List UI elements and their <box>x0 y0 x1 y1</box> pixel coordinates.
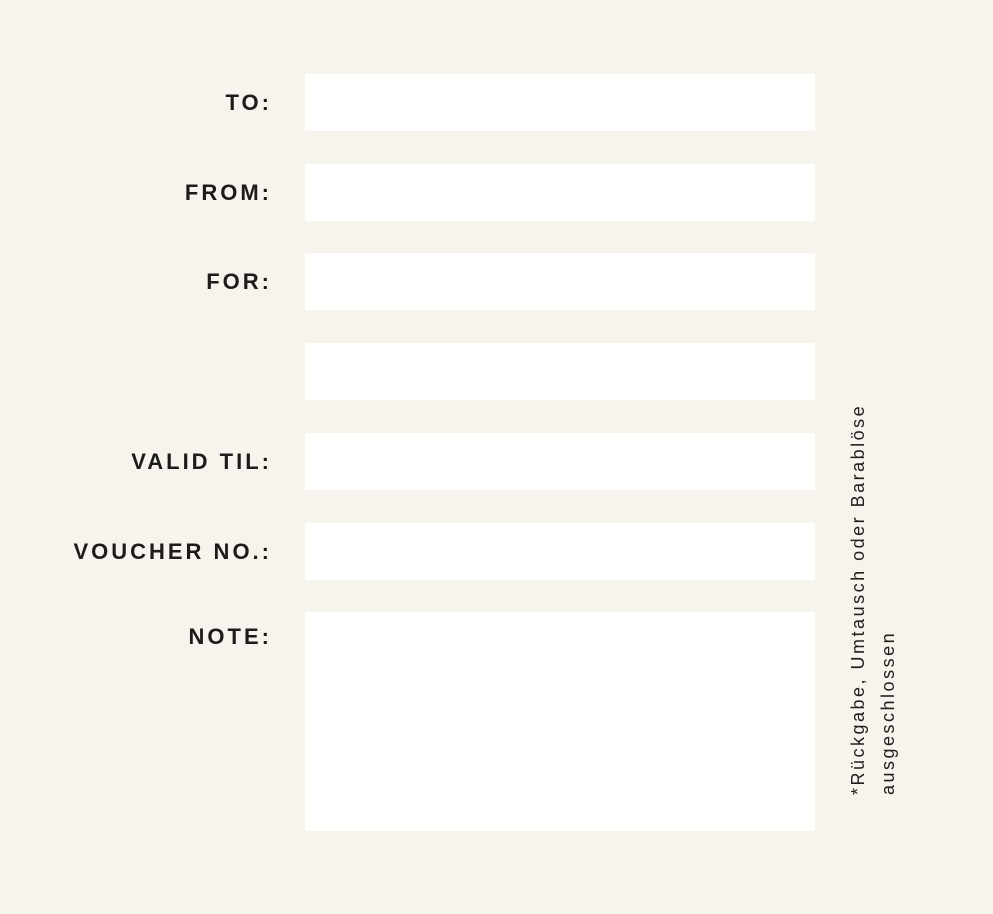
voucher-no-label: VOUCHER NO.: <box>73 539 272 564</box>
legal-footnote-line1: *Rückgabe, Umtausch oder Barablöse <box>848 403 868 795</box>
valid-til-label: VALID TIL: <box>131 449 272 474</box>
for-label: FOR: <box>206 269 272 294</box>
legal-footnote <box>843 335 903 795</box>
valid-til-field[interactable] <box>305 433 815 490</box>
note-label: NOTE: <box>188 624 272 649</box>
legal-footnote-line2: ausgeschlossen <box>878 630 898 795</box>
unlabeled-field[interactable] <box>305 343 815 400</box>
from-label: FROM: <box>184 180 272 205</box>
to-label: TO: <box>225 90 272 115</box>
from-field[interactable] <box>305 164 815 221</box>
voucher-no-field[interactable] <box>305 523 815 580</box>
note-field[interactable] <box>305 612 815 831</box>
to-field[interactable] <box>305 74 815 131</box>
unlabeled-field-label <box>0 343 272 400</box>
for-field[interactable] <box>305 253 815 310</box>
